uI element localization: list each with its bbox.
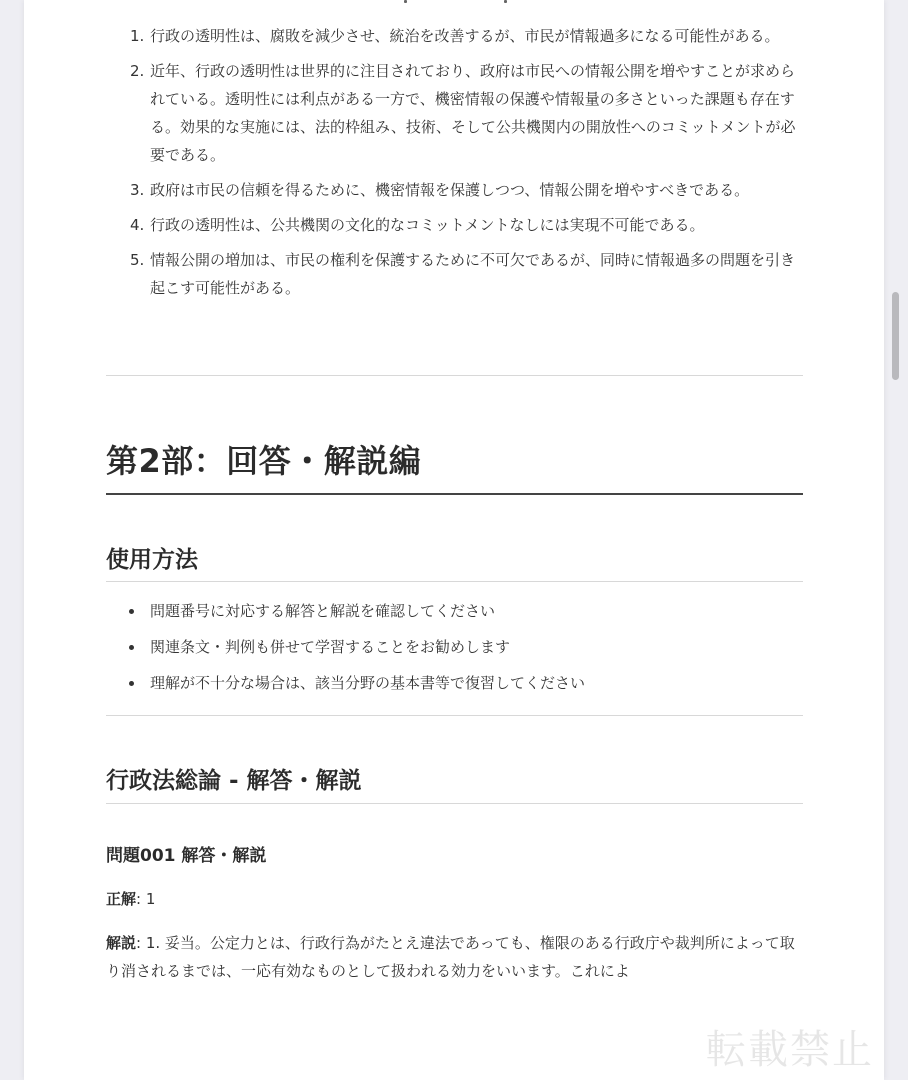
question-heading: 問題001 解答・解説 [106,846,267,866]
usage-heading: 使用方法 [106,547,198,573]
section-heading: 行政法総論 - 解答・解説 [106,768,362,794]
answer-choice [106,246,803,302]
choice-number: 4. [130,216,145,234]
watermark: 転載禁止 [706,1027,874,1073]
choice-text: 行政の透明性は、公共機関の文化的なコミットメントなしには実現不可能である。 [150,216,705,234]
bullet-icon [129,645,134,650]
answer-choice [106,211,803,239]
divider [106,375,803,376]
usage-heading-underline [106,581,803,582]
divider [106,715,803,716]
part-title: 第2部：回答・解説編 [106,442,422,480]
choice-text: 政府は市民の信頼を得るために、機密情報を保護しつつ、情報公開を増やすべきである。 [150,181,750,199]
choice-number: 2. [130,62,145,80]
correct-answer-label: 正解 [106,890,137,908]
answer-choice [106,176,803,204]
usage-item [106,600,803,622]
bullet-icon [129,609,134,614]
answer-choice [106,22,803,50]
choice-number: 5. [130,251,145,269]
explanation [106,929,803,985]
usage-item-text: 関連条文・判例も併せて学習することをお勧めします [150,638,511,656]
choice-number: 3. [130,181,145,199]
part-title-underline [106,493,803,495]
usage-item-text: 理解が不十分な場合は、該当分野の基本書等で復習してください [150,674,586,692]
explanation-text: : 1. 妥当。公定力とは、行政行為がたとえ違法であっても、権限のある行政庁や裁判所によって取り消されるまでは、一応有効なものとして扱われる効力をいいます。これによ [106,934,795,980]
usage-item [106,672,803,694]
answer-choice [106,57,803,169]
choice-text: 近年、行政の透明性は世界的に注目されており、政府は市民への情報公開を増やすことが求められている。透明性には利点がある一方で、機密情報の保護や情報量の多さといった課題も存在する。効果的な実施には、法的枠組み、技術、そして公共機関内の開放性へのコミットメントが必要である。 [150,62,796,164]
usage-item [106,636,803,658]
choice-number: 1. [130,27,145,45]
correct-answer-value: : 1 [136,890,156,908]
bullet-icon [129,681,134,686]
scrollbar-thumb[interactable] [892,292,899,380]
document-page [24,0,884,1080]
correct-answer [106,885,803,913]
clipped-previous-text [404,0,514,3]
section-heading-underline [106,803,803,804]
answer-choices-list [106,22,803,309]
choice-text: 情報公開の増加は、市民の権利を保護するために不可欠であるが、同時に情報過多の問題を引き起こす可能性がある。 [150,251,796,297]
explanation-label: 解説 [106,934,137,952]
usage-item-text: 問題番号に対応する解答と解説を確認してください [150,602,496,620]
usage-list [106,600,803,708]
choice-text: 行政の透明性は、腐敗を減少させ、統治を改善するが、市民が情報過多になる可能性がある。 [150,27,780,45]
